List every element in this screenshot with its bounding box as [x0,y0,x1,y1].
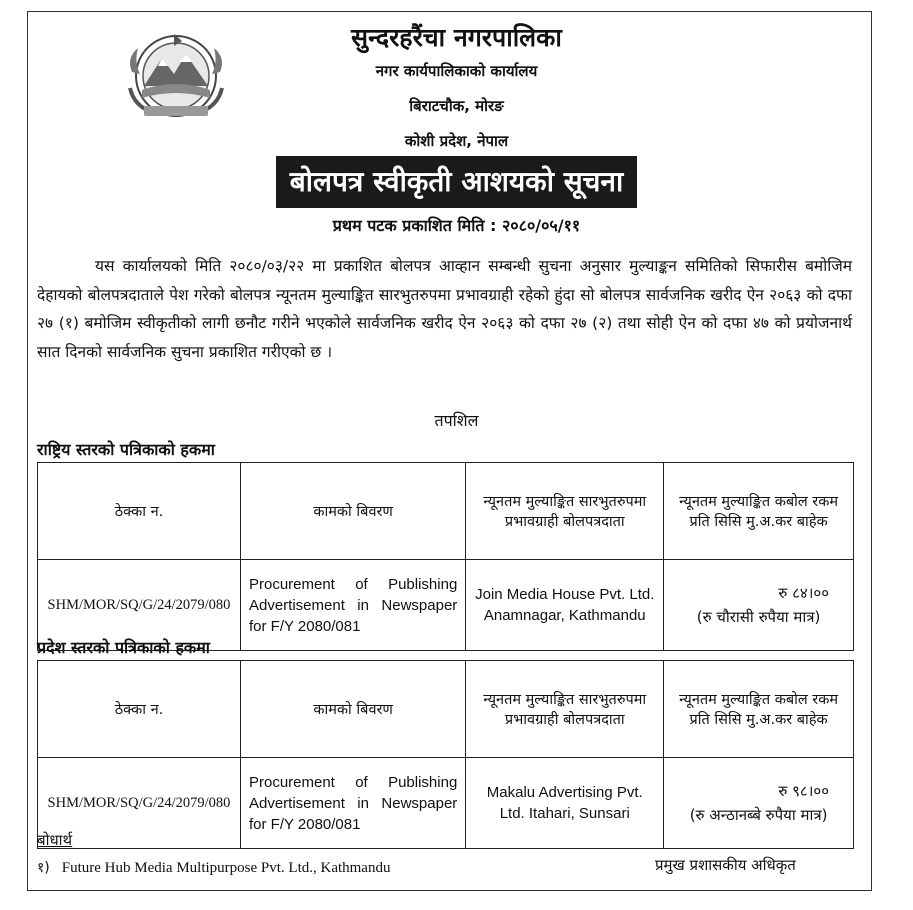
bid-table-national [37,462,854,651]
col-bidder: न्यूनतम मुल्याङ्कित सारभुतरुपमा प्रभावग्राही बोलपत्रदाता [466,661,664,758]
col-contract-no: ठेक्का न. [38,463,241,560]
amount-words: (रु अन्ठानब्बे रुपैया मात्र) [689,806,828,824]
table-header-row [38,463,854,560]
notice-title: बोलपत्र स्वीकृती आशयको सूचना [276,156,637,208]
municipality-title: सुन्दरहरैंचा नगरपालिका [351,23,562,52]
amount-cell [664,758,854,849]
office-province: कोशी प्रदेश, नेपाल [404,132,509,150]
col-amount: न्यूनतम मुल्याङ्कित कबोल रकम प्रति सिसि मु.अ.कर बाहेक [664,463,854,560]
bidder-cell: Makalu Advertising Pvt. Ltd. Itahari, Sunsari [466,758,664,849]
section-heading-national: राष्ट्रिय स्तरको पत्रिकाको हकमा [37,440,215,459]
col-amount: न्यूनतम मुल्याङ्कित कबोल रकम प्रति सिसि मु.अ.कर बाहेक [664,661,854,758]
col-description: कामको बिवरण [240,463,465,560]
cc-number: १) [37,860,50,876]
table-row [38,758,854,849]
table-header-row [38,661,854,758]
cc-label: बोधार्थ [37,831,73,849]
description-cell: Procurement of Publishing Advertisement in Newspaper for F/Y 2080/081 [240,560,465,651]
amount-words: (रु चौरासी रुपैया मात्र) [696,608,821,626]
office-name: नगर कार्यपालिकाको कार्यालय [375,62,538,80]
contract-no-cell: SHM/MOR/SQ/G/24/2079/080 [38,560,241,651]
section-heading-provincial: प्रदेश स्तरको पत्रिकाको हकमा [37,638,210,657]
col-description: कामको बिवरण [240,661,465,758]
body-paragraph: यस कार्यालयको मिति २०८०/०३/२२ मा प्रकाशित बोलपत्र आव्हान सम्बन्धी सुचना अनुसार मुल्याङ्कन समितिको सिफारीस बमोजिम देहायको बोलपत्रदाताले पेश गरेको बोलपत्र न्यूनतम मुल्याङ्कित सारभुतरुपमा प्रभावग्राही रहेको हुंदा सो बोलपत्र सार्वजनिक खरीद ऐन २०६३ को दफा २७ (१) बमोजिम स्वीकृतीको लागी छनौट गरीने भएकोले सार्वजनिक खरीद ऐन २०६३ को दफा २७ (२) तथा सोही ऐन को दफा ४७ को प्रयोजनार्थ सात दिनको सार्वजनिक सुचना प्रकाशित गरीएको छ । [37,257,852,361]
contract-no-cell: SHM/MOR/SQ/G/24/2079/080 [38,758,241,849]
office-address: बिराटचौक, मोरङ [409,97,504,115]
cc-recipient: Future Hub Media Multipurpose Pvt. Ltd., Kathmandu [61,860,391,876]
col-contract-no: ठेक्का न. [38,661,241,758]
amount-cell [664,560,854,651]
published-date: प्रथम पटक प्रकाशित मिति : २०८०/०५/११ [332,216,581,235]
signatory: प्रमुख प्रशासकीय अधिकृत [655,856,796,874]
col-bidder: न्यूनतम मुल्याङ्कित सारभुतरुपमा प्रभावग्राही बोलपत्रदाता [466,463,664,560]
bid-table-provincial [37,660,854,849]
description-cell: Procurement of Publishing Advertisement in Newspaper for F/Y 2080/081 [240,758,465,849]
cc-item [37,858,390,877]
notice-title-banner [0,156,913,208]
details-label: तपशिल [434,411,479,430]
bidder-cell: Join Media House Pvt. Ltd. Anamnagar, Kathmandu [466,560,664,651]
amount-value: रु ८४।०० [778,584,829,602]
amount-value: रु ९८।०० [778,782,829,800]
